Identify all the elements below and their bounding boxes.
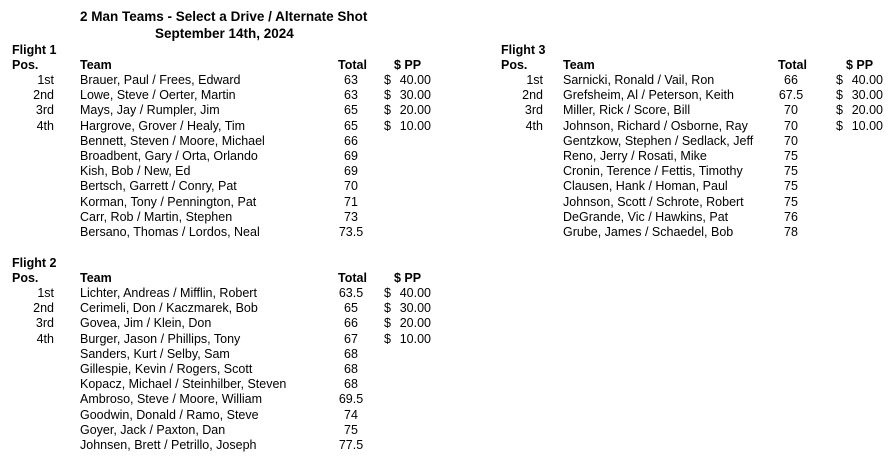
total-cell: 77.5 <box>338 438 364 452</box>
team-cell: Cerimeli, Don / Kaczmarek, Bob <box>80 301 258 316</box>
team-cell: Kish, Bob / New, Ed <box>80 164 191 179</box>
pos-header: Pos. <box>12 271 39 285</box>
position-cell: 2nd <box>33 88 54 103</box>
team-cell: Korman, Tony / Pennington, Pat <box>80 194 257 209</box>
team-cell: Govea, Jim / Klein, Don <box>80 316 212 331</box>
table-row <box>12 301 431 316</box>
pp-header: $ PP <box>846 58 874 72</box>
dollar-sign-cell: $ <box>384 286 391 300</box>
table-row <box>12 347 392 362</box>
dollar-sign-cell: $ <box>384 316 391 331</box>
position-cell: 3rd <box>35 316 54 331</box>
team-cell: Kopacz, Michael / Steinhilber, Steven <box>80 377 287 392</box>
team-cell: DeGrande, Vic / Hawkins, Pat <box>563 209 729 224</box>
total-cell: 70 <box>784 103 798 118</box>
table-row <box>501 179 881 194</box>
position-cell: 4th <box>36 331 54 346</box>
team-cell: Brauer, Paul / Frees, Edward <box>80 73 241 87</box>
total-cell: 70 <box>784 118 798 133</box>
table-row <box>12 225 392 240</box>
table-row <box>12 377 392 392</box>
team-header: Team <box>80 58 112 72</box>
payout-cell: 30.00 <box>399 301 431 316</box>
pp-header: $ PP <box>394 58 422 72</box>
table-row <box>12 331 431 347</box>
total-cell: 66 <box>344 316 358 331</box>
dollar-sign-cell: $ <box>836 103 843 118</box>
payout-cell: 10.00 <box>399 331 431 346</box>
table-row <box>12 118 431 134</box>
position-cell: 3rd <box>524 103 543 118</box>
total-cell: 65 <box>344 118 358 133</box>
total-cell: 69 <box>344 149 358 163</box>
team-cell: Ambroso, Steve / Moore, William <box>80 392 262 407</box>
pp-header: $ PP <box>394 271 422 285</box>
team-cell: Mays, Jay / Rumpler, Jim <box>80 103 220 118</box>
total-cell: 68 <box>344 362 358 376</box>
total-cell: 75 <box>784 194 798 209</box>
total-cell: 69.5 <box>338 392 364 407</box>
position-cell: 4th <box>36 118 54 133</box>
payout-cell: 30.00 <box>851 88 883 103</box>
total-cell: 69 <box>344 164 358 179</box>
dollar-sign-cell: $ <box>384 103 391 118</box>
dollar-sign-cell: $ <box>836 73 843 87</box>
total-cell: 75 <box>344 422 358 437</box>
total-cell: 75 <box>784 179 798 194</box>
total-cell: 68 <box>344 346 358 361</box>
total-cell: 65 <box>344 301 358 316</box>
payout-cell: 40.00 <box>399 286 431 300</box>
dollar-sign-cell: $ <box>384 88 391 103</box>
team-cell: Johnsen, Brett / Petrillo, Joseph <box>80 438 257 452</box>
table-row <box>501 149 881 164</box>
dollar-sign-cell: $ <box>384 73 391 87</box>
payout-cell: 10.00 <box>851 118 883 133</box>
table-row <box>12 210 392 225</box>
team-cell: Goodwin, Donald / Ramo, Steve <box>80 407 259 422</box>
team-cell: Cronin, Terence / Fettis, Timothy <box>563 164 743 179</box>
table-row <box>501 88 881 103</box>
table-row <box>12 103 431 118</box>
payout-cell: 10.00 <box>399 118 431 133</box>
team-cell: Reno, Jerry / Rosati, Mike <box>563 149 707 163</box>
table-row <box>501 164 881 179</box>
payout-cell: 40.00 <box>399 73 431 87</box>
flight-label: Flight 1 <box>12 43 57 57</box>
table-row <box>501 134 881 149</box>
total-cell: 78 <box>784 225 798 239</box>
total-cell: 67 <box>344 331 358 346</box>
team-cell: Broadbent, Gary / Orta, Orlando <box>80 149 258 163</box>
total-cell: 63 <box>344 73 358 87</box>
table-row <box>12 179 392 194</box>
total-cell: 65 <box>344 103 358 118</box>
position-cell: 2nd <box>33 301 54 316</box>
total-cell: 70 <box>784 133 798 148</box>
team-cell: Carr, Rob / Martin, Stephen <box>80 209 233 224</box>
total-header: Total <box>338 58 367 72</box>
total-header: Total <box>778 58 807 72</box>
table-row <box>501 210 881 225</box>
team-header: Team <box>563 58 595 72</box>
total-cell: 71 <box>344 194 358 209</box>
team-cell: Hargrove, Grover / Healy, Tim <box>80 118 246 133</box>
payout-cell: 30.00 <box>399 88 431 103</box>
table-row <box>12 195 392 210</box>
total-cell: 76 <box>784 209 798 224</box>
table-row <box>12 392 392 407</box>
total-cell: 75 <box>784 149 798 163</box>
pos-header: Pos. <box>12 58 39 72</box>
table-row <box>12 134 392 149</box>
team-cell: Sarnicki, Ronald / Vail, Ron <box>563 73 715 87</box>
total-header: Total <box>338 271 367 285</box>
team-cell: Lichter, Andreas / Mifflin, Robert <box>80 286 257 300</box>
position-cell: 2nd <box>522 88 543 103</box>
pos-header: Pos. <box>501 58 528 72</box>
total-cell: 75 <box>784 164 798 179</box>
team-cell: Johnson, Richard / Osborne, Ray <box>563 118 748 133</box>
total-cell: 68 <box>344 377 358 392</box>
team-cell: Clausen, Hank / Homan, Paul <box>563 179 728 194</box>
team-cell: Johnson, Scott / Schrote, Robert <box>563 194 744 209</box>
team-cell: Burger, Jason / Phillips, Tony <box>80 331 241 346</box>
dollar-sign-cell: $ <box>384 331 391 346</box>
table-row <box>12 316 431 331</box>
payout-cell: 20.00 <box>399 103 431 118</box>
dollar-sign-cell: $ <box>836 118 843 133</box>
payout-cell: 20.00 <box>851 103 883 118</box>
total-cell: 73 <box>344 209 358 224</box>
total-cell: 67.5 <box>778 88 804 103</box>
position-cell: 4th <box>525 118 543 133</box>
team-cell: Bertsch, Garrett / Conry, Pat <box>80 179 237 194</box>
table-row <box>12 88 431 103</box>
position-cell: 1st <box>37 73 54 87</box>
dollar-sign-cell: $ <box>836 88 843 103</box>
team-cell: Gillespie, Kevin / Rogers, Scott <box>80 362 253 376</box>
team-cell: Miller, Rick / Score, Bill <box>563 103 691 118</box>
page-title-line1: 2 Man Teams - Select a Drive / Alternate Shot <box>80 9 368 24</box>
team-cell: Grube, James / Schaedel, Bob <box>563 225 734 239</box>
table-row <box>12 408 392 423</box>
table-row <box>501 73 881 88</box>
total-cell: 70 <box>344 179 358 194</box>
team-cell: Goyer, Jack / Paxton, Dan <box>80 422 226 437</box>
flight-label: Flight 2 <box>12 256 57 270</box>
page-title-line2: September 14th, 2024 <box>155 26 294 41</box>
team-header: Team <box>80 271 112 285</box>
team-cell: Lowe, Steve / Oerter, Martin <box>80 88 236 103</box>
table-row <box>12 438 392 453</box>
dollar-sign-cell: $ <box>384 118 391 133</box>
table-row <box>12 164 392 179</box>
total-cell: 73.5 <box>338 225 364 239</box>
team-cell: Bersano, Thomas / Lordos, Neal <box>80 225 260 239</box>
position-cell: 1st <box>526 73 543 87</box>
total-cell: 66 <box>784 73 798 87</box>
position-cell: 1st <box>37 286 54 300</box>
table-row <box>501 119 881 134</box>
table-row <box>12 73 431 88</box>
dollar-sign-cell: $ <box>384 301 391 316</box>
table-row <box>12 423 392 438</box>
team-cell: Sanders, Kurt / Selby, Sam <box>80 346 230 361</box>
total-cell: 74 <box>344 407 358 422</box>
position-cell: 3rd <box>35 103 54 118</box>
table-row <box>501 103 881 118</box>
table-row <box>501 195 881 210</box>
table-row <box>12 362 392 377</box>
total-cell: 63.5 <box>338 286 364 300</box>
total-cell: 63 <box>344 88 358 103</box>
team-cell: Bennett, Steven / Moore, Michael <box>80 133 265 148</box>
flight-label: Flight 3 <box>501 43 546 57</box>
total-cell: 66 <box>344 133 358 148</box>
table-row <box>12 286 431 301</box>
team-cell: Gentzkow, Stephen / Sedlack, Jeff <box>563 133 754 148</box>
table-row <box>501 225 881 240</box>
team-cell: Grefsheim, Al / Peterson, Keith <box>563 88 734 103</box>
payout-cell: 40.00 <box>851 73 883 87</box>
payout-cell: 20.00 <box>399 316 431 331</box>
table-row <box>12 149 392 164</box>
